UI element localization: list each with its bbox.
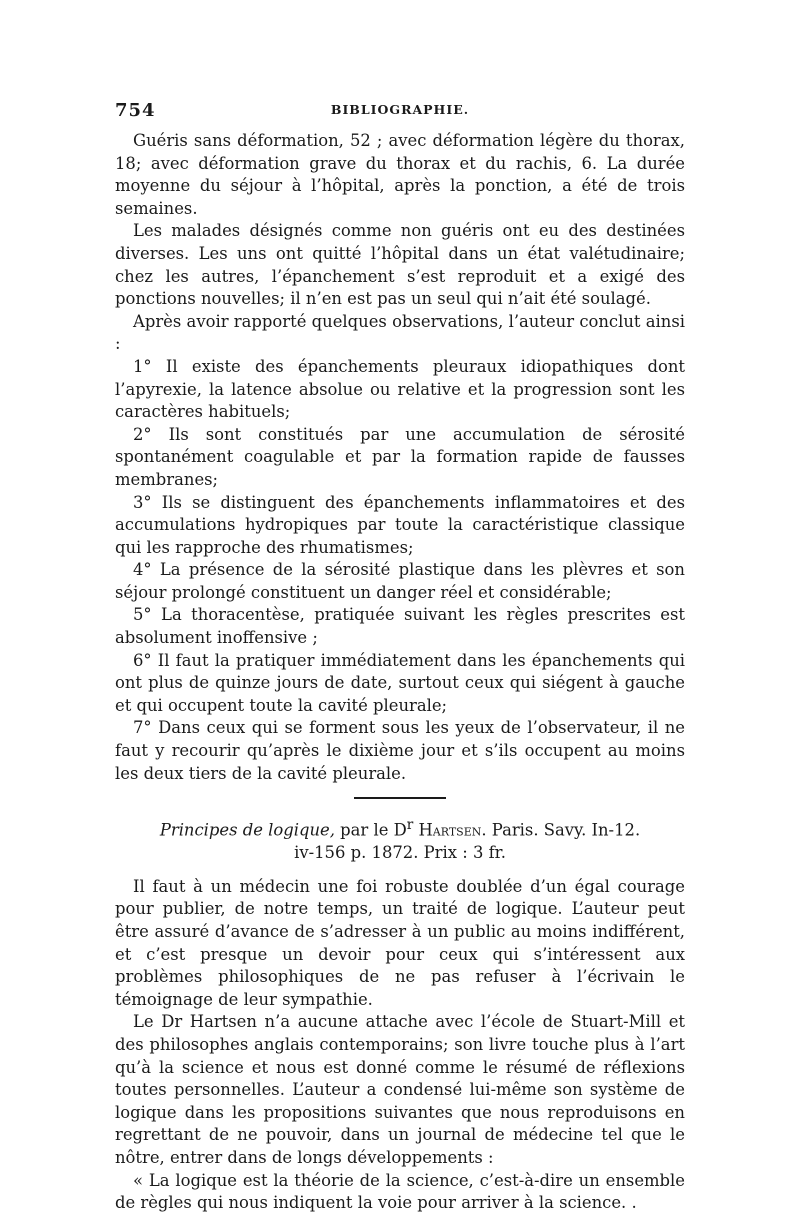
paragraph: Après avoir rapporté quelques observations, l’auteur conclut ainsi : [115, 311, 685, 354]
dr-superscript: r [406, 817, 414, 834]
book-review [115, 814, 685, 1215]
book-author: Hartsen. [413, 820, 487, 840]
paragraph: « La logique est la théorie de la science, c’est-à-dire un ensemble de règles qui nous indiquent la voie pour arriver à la science. . [115, 1170, 685, 1213]
paragraph: Guéris sans déformation, 52 ; avec déformation légère du thorax, 18; avec déformation grave du thorax et du rachis, 6. La durée moyenne du séjour à l’hôpital, après la ponction, a été de trois semaines. [115, 131, 685, 218]
conclusion-item: 5° La thoracentèse, pratiquée suivant les règles prescrites est absolument inoffensive ; [115, 605, 685, 648]
first-section [115, 130, 685, 785]
conclusion-item: 2° Ils sont constitués par une accumulation de sérosité spontanément coagulable et par la formation rapide de fausses membranes; [115, 424, 685, 489]
conclusion-item: 7° Dans ceux qui se forment sous les yeux de l’observateur, il ne faut y recourir qu’après le dixième jour et s’ils occupent au moins les deux tiers de la cavité pleurale. [115, 718, 685, 783]
paragraph: Il faut à un médecin une foi robuste doublée d’un égal courage pour publier, de notre temps, un traité de logique. L’auteur peut être assuré d’avance de s’adresser à un public au moins indifférent, et c’est presque un devoir pour ceux qui s’intéressent aux problèmes philosophiques de ne pas refuser à l’écrivain le témoignage de leur sympathie. [115, 876, 685, 1009]
book-reference [115, 814, 685, 865]
paragraph: Les malades désignés comme non guéris ont eu des destinées diverses. Les uns ont quitté l’hôpital dans un état valétudinaire; chez les autres, l’épanchement s’est reproduit et a exigé des ponctions nouvelles; il n’en est pas un seul qui n’ait été soulagé. [115, 221, 685, 309]
conclusion-item: 6° Il faut la pratiquer immédiatement dans les épanchements qui ont plus de quinze jours de date, surtout ceux qui siégent à gauche et qui occupent toute la cavité pleurale; [115, 650, 685, 715]
conclusion-item: 1° Il existe des épanchements pleuraux idiopathiques dont l’apyrexie, la latence absolue ou relative et la progression sont les caractères habituels; [115, 356, 685, 422]
page-number: 754 [115, 100, 156, 121]
book-title: Principes de logique, [159, 820, 335, 840]
paragraph: Le Dr Hartsen n’a aucune attache avec l’école de Stuart-Mill et des philosophes anglais contemporains; son livre touche plus à l’art qu’à la science et nous est donné comme le résumé de réflexions toutes personnelles. L’auteur a condensé lui-même son système de logique dans les propositions suivantes que nous reproduisons en regrettant de ne pouvoir, dans un journal de médecine tel que le nôtre, entrer dans de longs développements : [115, 1012, 685, 1167]
page-header [115, 100, 685, 124]
document-page [115, 100, 685, 1215]
section-divider [354, 797, 446, 799]
publication-info: Paris. Savy. In-12. [486, 820, 641, 840]
conclusion-item: 3° Ils se distinguent des épanchements inflammatoires et des accumulations hydropiques par toute la caractéristique classique qui les rapproche des rhumatismes; [115, 492, 685, 557]
publication-details: iv-156 p. 1872. Prix : 3 fr. [294, 843, 506, 863]
conclusion-item: 4° La présence de la sérosité plastique dans les plèvres et son séjour prolongé constituent un danger réel et considérable; [115, 560, 685, 602]
by-prefix: par le D [334, 820, 407, 840]
running-title: BIBLIOGRAPHIE. [330, 102, 470, 117]
